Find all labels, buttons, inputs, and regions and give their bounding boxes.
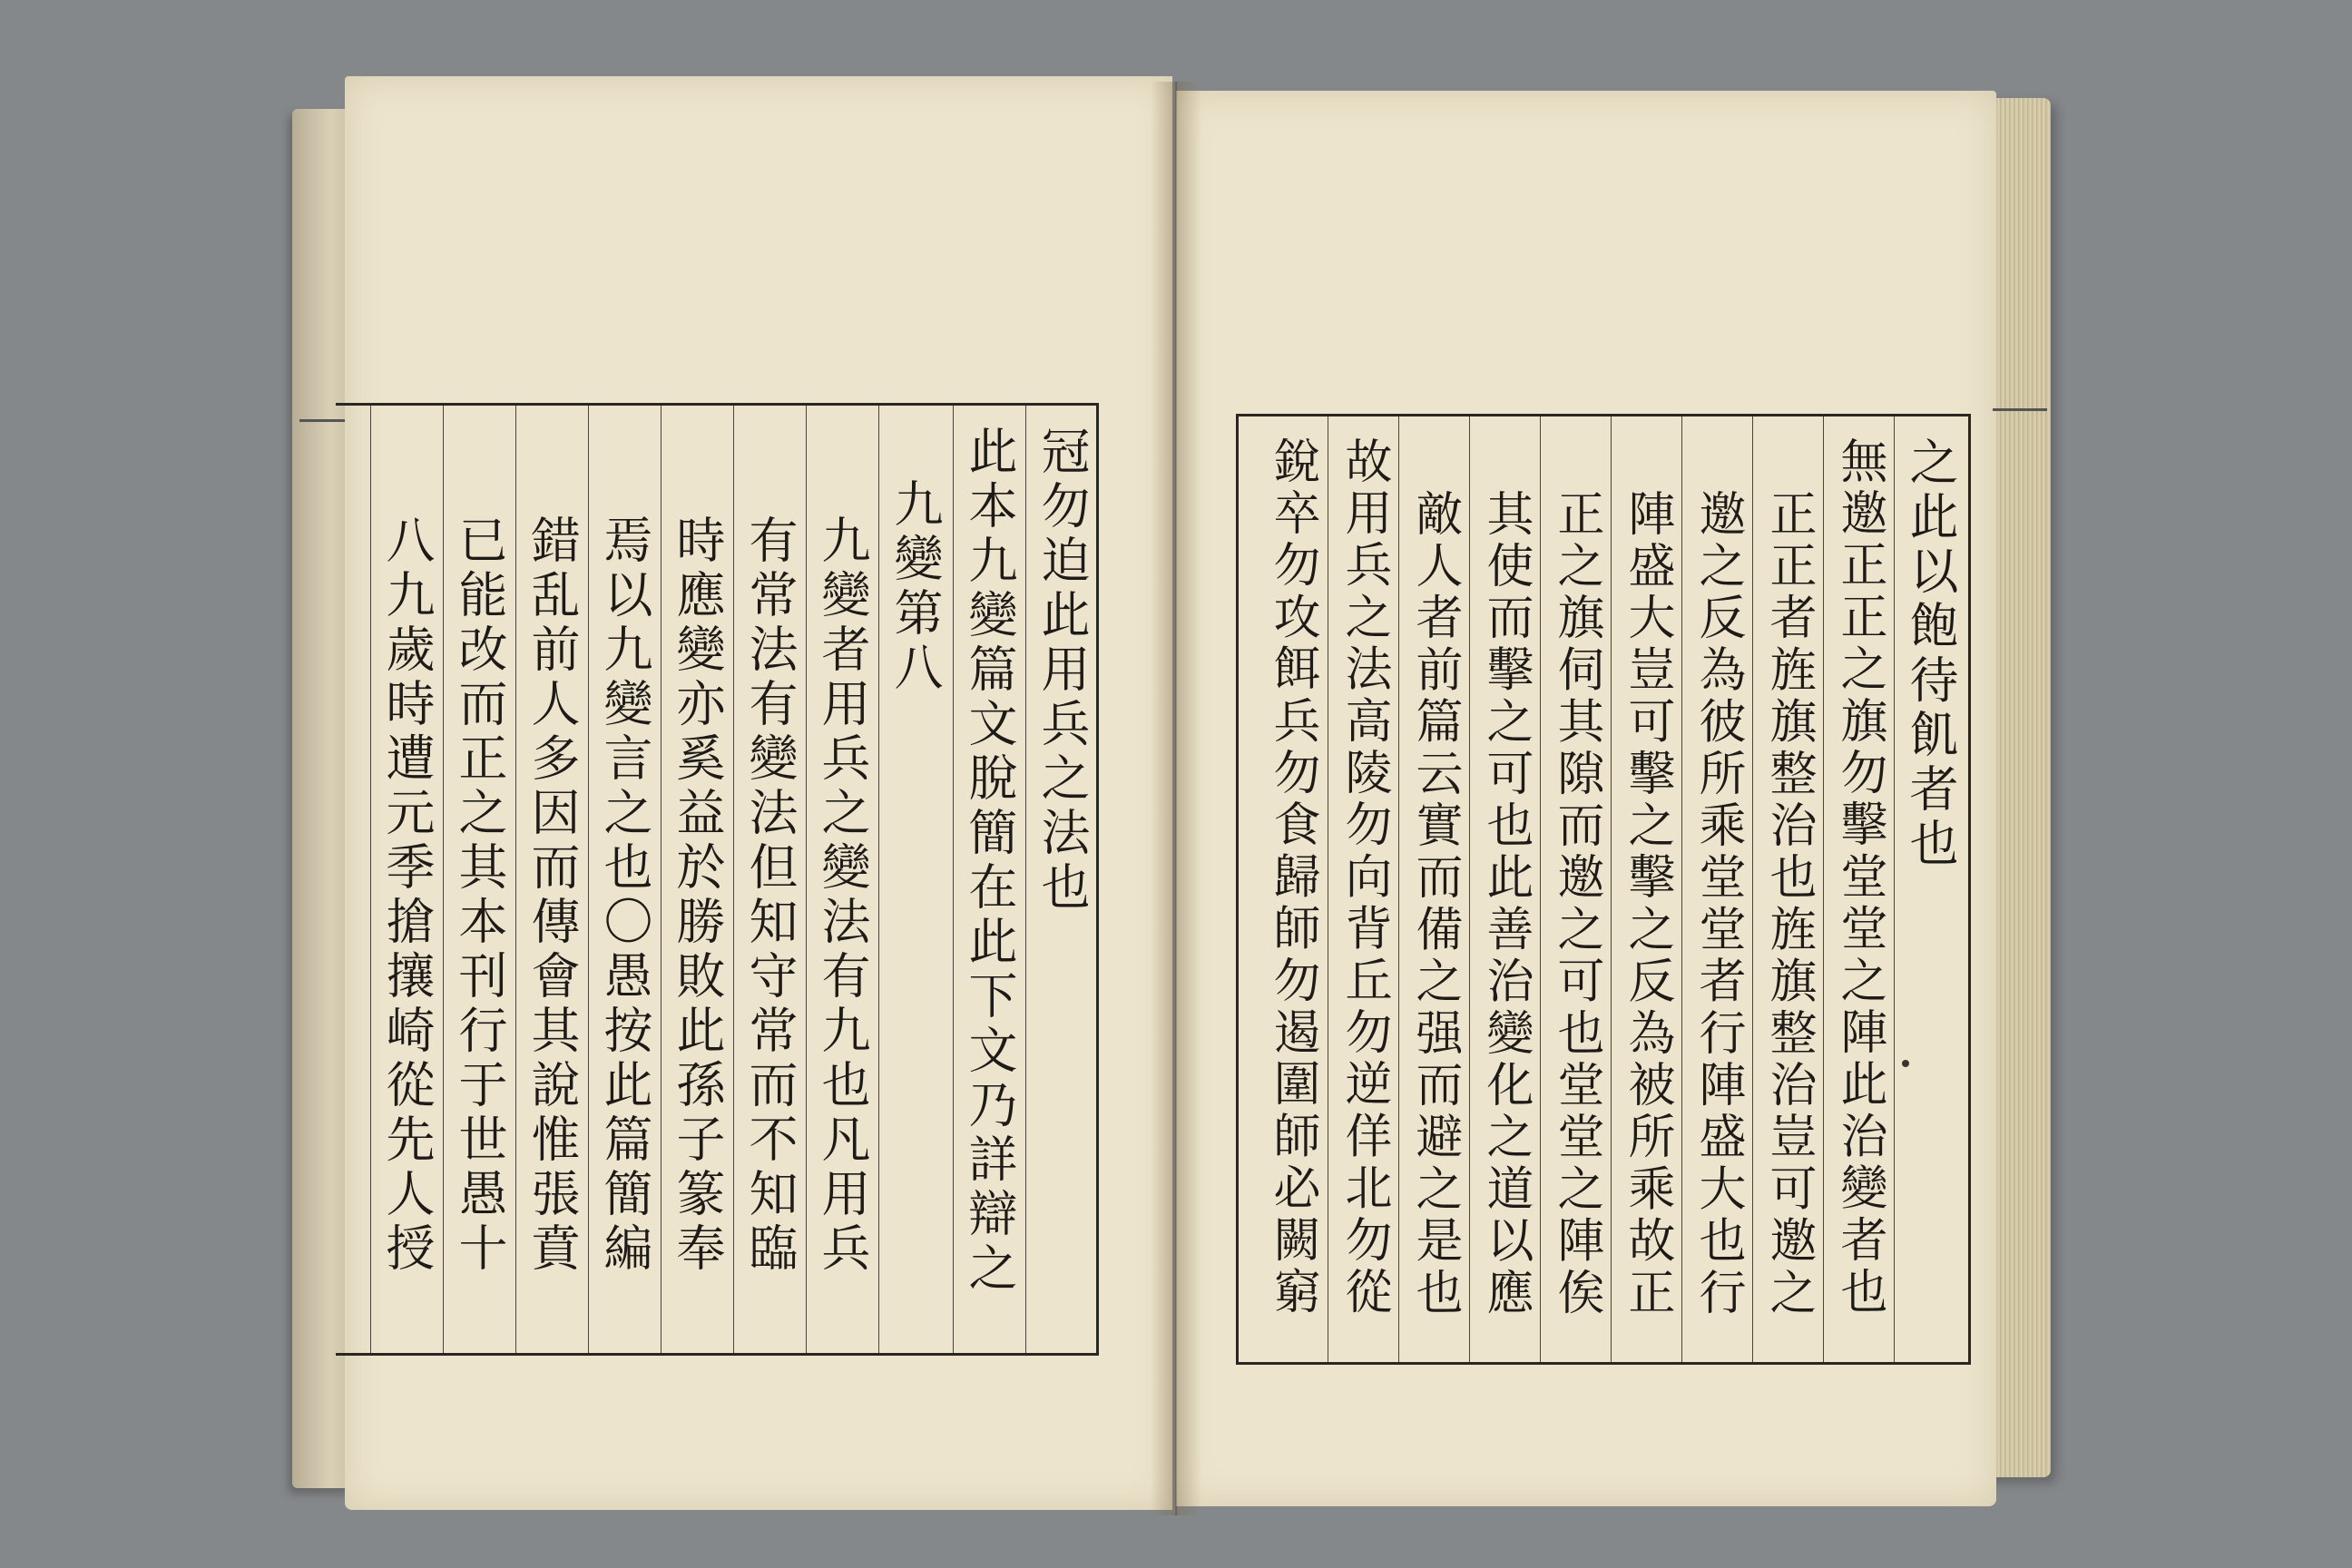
left-column-10	[370, 406, 442, 1353]
book-gutter	[1151, 82, 1201, 1515]
right-column-8	[1398, 416, 1470, 1362]
chapter-heading: 九變第八	[887, 478, 944, 696]
left-column-3	[878, 406, 950, 1353]
column-text: 其使而擊之可也此善治變化之道以應	[1478, 489, 1533, 1320]
column-text: 有常法有變法但知守常而不知臨	[741, 514, 799, 1277]
column-text: 故用兵之法高陵勿向背丘勿逆佯北勿從	[1337, 436, 1391, 1319]
left-column-5	[733, 406, 805, 1353]
binding-thread-right	[1993, 408, 2047, 411]
right-column-9	[1328, 416, 1399, 1362]
column-text: 冠勿迫此用兵之法也	[1034, 426, 1091, 916]
right-column-10	[1257, 416, 1328, 1362]
right-column-3	[1752, 416, 1824, 1362]
column-text: 此本九變篇文脫簡在此下文乃詳辯之	[961, 426, 1018, 1297]
right-column-2	[1823, 416, 1895, 1362]
ink-dot	[1902, 1060, 1909, 1067]
column-text: 八九歲時遭元季搶攘崎從先人授	[378, 514, 436, 1277]
column-text: 邀之反為彼所乘堂堂者行陣盛大也行	[1690, 489, 1745, 1320]
left-column-7	[588, 406, 660, 1353]
column-text: 九變者用兵之變法有九也凡用兵	[814, 514, 871, 1277]
column-text: 焉以九變言之也〇愚按此篇簡編	[596, 514, 653, 1277]
left-column-8	[515, 406, 587, 1353]
left-column-1	[1025, 406, 1097, 1353]
left-text-frame	[336, 403, 1099, 1356]
column-text: 之此以飽待飢者也	[1902, 436, 1959, 872]
column-text: 陣盛大豈可擊之擊之反為被所乘故正	[1620, 489, 1674, 1320]
left-column-4	[806, 406, 877, 1353]
right-column-6	[1540, 416, 1612, 1362]
left-column-6	[661, 406, 732, 1353]
column-text: 已能改而正之其本刊行于世愚十	[451, 514, 508, 1277]
column-text: 銳卒勿攻餌兵勿食歸師勿遏圍師必闕窮	[1265, 436, 1319, 1319]
column-text: 無邀正正之旗勿擊堂堂之陣此治變者也	[1832, 436, 1886, 1319]
column-text: 正正者旌旗整治也旌旗整治豈可邀之	[1761, 489, 1816, 1320]
left-column-9	[443, 406, 514, 1353]
left-column-2	[953, 406, 1024, 1353]
column-text: 時應變亦奚益於勝敗此孫子篆奉	[669, 514, 726, 1277]
right-column-1	[1894, 416, 1965, 1362]
right-column-5	[1611, 416, 1682, 1362]
right-column-7	[1469, 416, 1541, 1362]
column-text: 敵人者前篇云實而備之强而避之是也	[1407, 489, 1462, 1320]
column-text: 正之旗伺其隙而邀之可也堂堂之陣俟	[1549, 489, 1603, 1320]
right-text-frame	[1236, 414, 1971, 1365]
right-column-4	[1681, 416, 1753, 1362]
column-text: 錯乱前人多因而傳會其說惟張賁	[524, 514, 581, 1277]
